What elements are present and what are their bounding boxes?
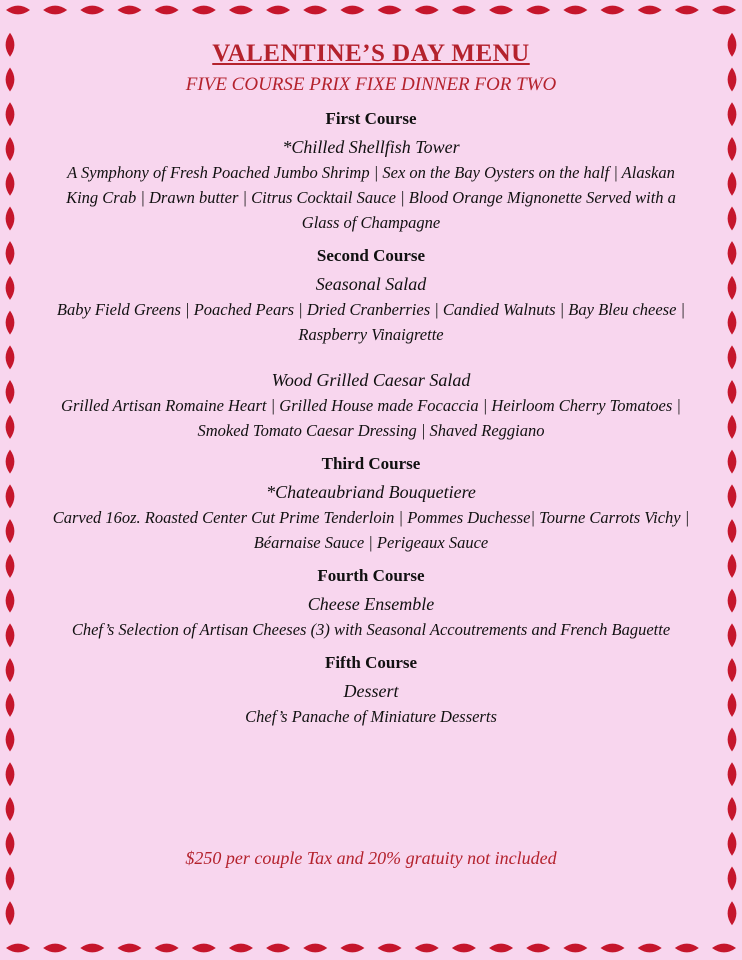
border-diamond — [728, 276, 737, 300]
border-diamond — [728, 345, 737, 369]
border-diamond — [563, 944, 587, 953]
course-4 — [40, 563, 702, 642]
dish-name: Seasonal Salad — [315, 274, 427, 294]
border-diamond — [229, 6, 253, 15]
border-diamond — [728, 102, 737, 126]
border-diamond — [6, 797, 15, 821]
border-diamond — [6, 276, 15, 300]
border-diamond — [728, 380, 737, 404]
border-diamond — [6, 137, 15, 161]
border-diamond — [675, 6, 699, 15]
price-note: $250 per couple Tax and 20% gratuity not included — [185, 848, 557, 868]
border-diamond — [638, 944, 662, 953]
border-diamond — [728, 693, 737, 717]
border-diamond — [6, 728, 15, 752]
dish-description: Carved 16oz. Roasted Center Cut Prime Tenderloin | Pommes Duchesse| Tourne Carrots Vichy | Béarnaise Sauce | Perigeaux Sauce — [52, 508, 690, 552]
border-diamond — [6, 944, 30, 953]
border-diamond — [728, 658, 737, 682]
border-diamond — [80, 944, 104, 953]
border-diamond — [728, 67, 737, 91]
dish-name: Wood Grilled Caesar Salad — [271, 370, 471, 390]
border-diamond — [728, 206, 737, 230]
border-diamond — [728, 241, 737, 265]
border-diamond — [6, 623, 15, 647]
course-heading: Third Course — [321, 454, 421, 473]
border-diamond — [6, 6, 30, 15]
border-diamond — [728, 311, 737, 335]
dish-name: Cheese Ensemble — [307, 594, 435, 614]
border-diamond — [6, 380, 15, 404]
border-diamond — [340, 944, 364, 953]
course-heading: Fifth Course — [324, 653, 418, 672]
border-diamond — [155, 944, 179, 953]
border-diamond — [728, 172, 737, 196]
border-diamond — [6, 693, 15, 717]
border-diamond — [601, 6, 625, 15]
border-diamond — [6, 519, 15, 543]
border-diamond — [6, 67, 15, 91]
course-heading: Fourth Course — [317, 566, 425, 585]
border-diamond — [6, 415, 15, 439]
border-diamond — [117, 6, 141, 15]
border-diamond — [6, 901, 15, 925]
border-diamond — [728, 450, 737, 474]
border-diamond — [728, 589, 737, 613]
border-diamond — [675, 944, 699, 953]
border-diamond — [80, 6, 104, 15]
dish — [40, 367, 702, 443]
border-diamond — [6, 589, 15, 613]
border-diamond — [489, 6, 513, 15]
border-diamond — [728, 832, 737, 856]
border-diamond — [6, 762, 15, 786]
menu-title: VALENTINE’S DAY MENU — [212, 40, 530, 67]
border-diamond — [192, 6, 216, 15]
dish-name: *Chateaubriand Bouquetiere — [266, 482, 476, 502]
dish-description: Chef’s Panache of Miniature Desserts — [245, 707, 497, 726]
course-2 — [40, 243, 702, 443]
border-diamond — [638, 6, 662, 15]
border-diamond — [728, 762, 737, 786]
course-heading: Second Course — [316, 246, 426, 265]
dish-name: *Chilled Shellfish Tower — [282, 137, 460, 157]
border-diamond — [6, 658, 15, 682]
border-diamond — [155, 6, 179, 15]
dish — [40, 134, 702, 235]
dish-description: Chef’s Selection of Artisan Cheeses (3) with Seasonal Accoutrements and French Baguette — [71, 620, 671, 639]
border-diamond — [489, 944, 513, 953]
dish-name: Dessert — [343, 681, 399, 701]
menu-content — [40, 38, 702, 729]
border-diamond — [303, 944, 327, 953]
dish — [40, 678, 702, 729]
dish-description: Baby Field Greens | Poached Pears | Dried Cranberries | Candied Walnuts | Bay Bleu cheese | Raspberry Vinaigrette — [56, 300, 686, 344]
border-diamond — [6, 484, 15, 508]
dish-description: A Symphony of Fresh Poached Jumbo Shrimp | Sex on the Bay Oysters on the half | Alaskan King Crab | Drawn butter | Citrus Cocktail Sauce | Blood Orange Mignonette Served with a Glass of Champagne — [66, 163, 676, 232]
border-diamond — [6, 172, 15, 196]
border-diamond — [728, 137, 737, 161]
border-diamond — [728, 901, 737, 925]
border-diamond — [712, 6, 736, 15]
border-diamond — [601, 944, 625, 953]
border-diamond — [728, 33, 737, 57]
border-diamond — [6, 345, 15, 369]
border-diamond — [6, 867, 15, 891]
course-3 — [40, 451, 702, 555]
border-diamond — [728, 484, 737, 508]
border-diamond — [6, 33, 15, 57]
border-diamond — [712, 944, 736, 953]
border-diamond — [378, 6, 402, 15]
border-diamond — [266, 6, 290, 15]
border-diamond — [728, 728, 737, 752]
border-diamond — [728, 554, 737, 578]
border-diamond — [6, 832, 15, 856]
course-heading: First Course — [325, 109, 417, 128]
border-diamond — [728, 797, 737, 821]
border-diamond — [728, 519, 737, 543]
border-diamond — [452, 6, 476, 15]
border-diamond — [6, 554, 15, 578]
border-diamond — [266, 944, 290, 953]
border-diamond — [415, 944, 439, 953]
border-diamond — [378, 944, 402, 953]
dish-description: Grilled Artisan Romaine Heart | Grilled House made Focaccia | Heirloom Cherry Tomatoes | Smoked Tomato Caesar Dressing | Shaved Reggiano — [61, 396, 681, 440]
border-diamond — [6, 311, 15, 335]
border-diamond — [728, 867, 737, 891]
border-diamond — [526, 6, 550, 15]
course-5 — [40, 650, 702, 729]
border-diamond — [43, 944, 67, 953]
menu-subtitle: FIVE COURSE PRIX FIXE DINNER FOR TWO — [185, 74, 557, 95]
border-diamond — [117, 944, 141, 953]
border-diamond — [728, 415, 737, 439]
dish — [40, 479, 702, 555]
dish — [40, 271, 702, 347]
border-diamond — [192, 944, 216, 953]
border-diamond — [6, 241, 15, 265]
border-diamond — [229, 944, 253, 953]
border-diamond — [728, 623, 737, 647]
border-diamond — [6, 450, 15, 474]
border-diamond — [415, 6, 439, 15]
border-diamond — [303, 6, 327, 15]
border-diamond — [563, 6, 587, 15]
border-diamond — [43, 6, 67, 15]
border-diamond — [340, 6, 364, 15]
dish — [40, 591, 702, 642]
border-diamond — [6, 206, 15, 230]
border-diamond — [452, 944, 476, 953]
border-diamond — [526, 944, 550, 953]
border-diamond — [6, 102, 15, 126]
course-1 — [40, 106, 702, 235]
